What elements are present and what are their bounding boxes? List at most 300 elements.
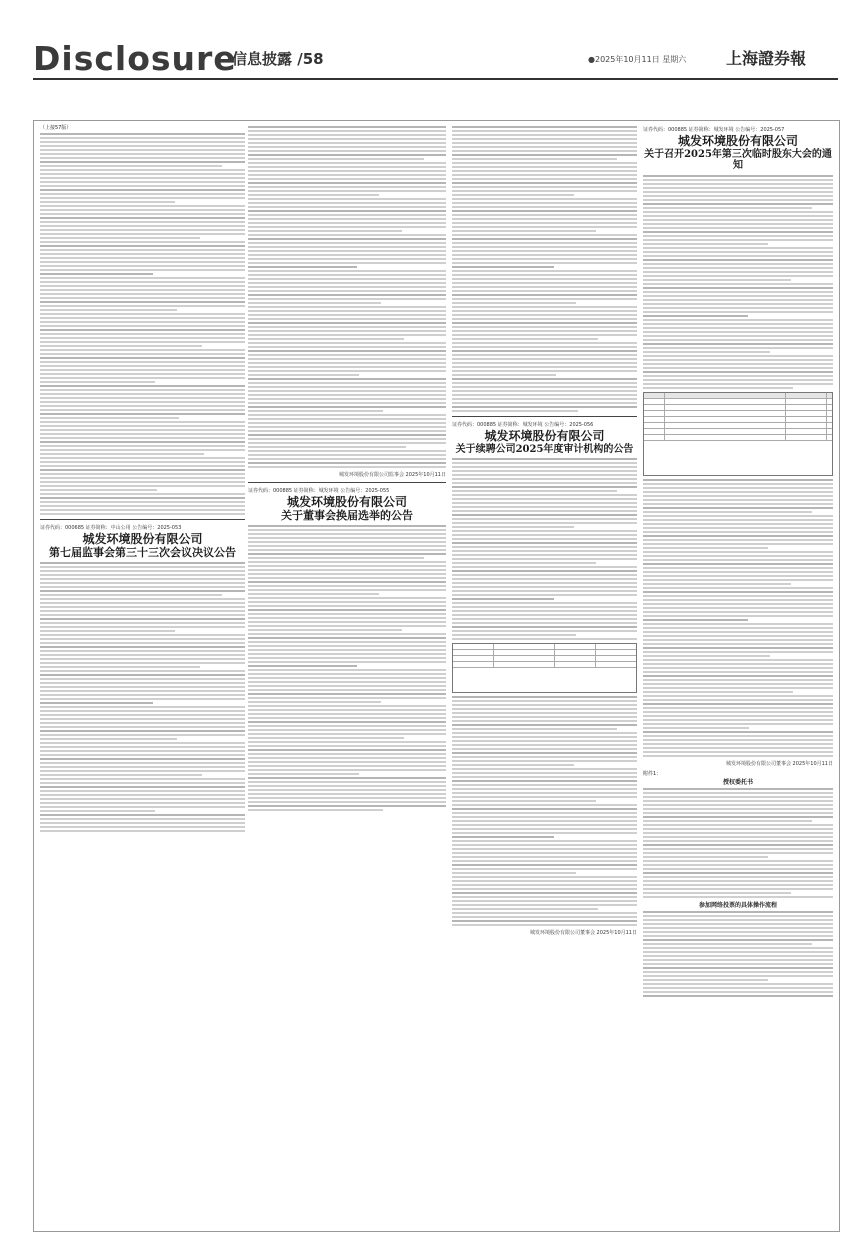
text-line bbox=[452, 748, 637, 750]
text-line bbox=[452, 924, 637, 926]
text-line bbox=[452, 594, 637, 596]
text-line bbox=[643, 339, 833, 341]
text-line bbox=[643, 703, 833, 705]
text-line bbox=[643, 623, 833, 625]
text-line bbox=[452, 386, 637, 388]
text-line bbox=[40, 285, 245, 287]
body-text-block bbox=[452, 696, 637, 926]
text-line bbox=[40, 465, 245, 467]
text-line bbox=[643, 864, 833, 866]
text-line bbox=[40, 754, 245, 756]
text-line bbox=[452, 892, 637, 894]
text-line bbox=[40, 405, 245, 407]
text-line bbox=[452, 362, 637, 364]
text-line bbox=[643, 235, 833, 237]
text-line bbox=[248, 605, 446, 607]
text-line bbox=[643, 639, 833, 641]
text-line bbox=[40, 666, 200, 668]
text-line bbox=[40, 630, 175, 632]
text-line bbox=[248, 138, 446, 140]
text-line bbox=[248, 182, 446, 184]
text-line bbox=[40, 706, 245, 708]
newspaper-brand: 上海證券報 bbox=[726, 49, 807, 68]
text-line bbox=[248, 753, 446, 755]
text-line bbox=[643, 359, 833, 361]
text-line bbox=[452, 270, 637, 272]
text-line bbox=[40, 493, 245, 495]
text-line bbox=[643, 812, 833, 814]
text-line bbox=[40, 734, 245, 736]
text-line bbox=[643, 647, 833, 649]
text-line bbox=[452, 848, 637, 850]
text-line bbox=[643, 679, 833, 681]
text-line bbox=[643, 796, 833, 798]
text-line bbox=[248, 158, 424, 160]
text-line bbox=[452, 410, 578, 412]
text-line bbox=[643, 527, 833, 529]
text-line bbox=[643, 603, 833, 605]
text-line bbox=[40, 642, 245, 644]
text-line bbox=[452, 696, 637, 698]
text-line bbox=[40, 441, 245, 443]
text-line bbox=[248, 238, 446, 240]
text-line bbox=[643, 915, 833, 917]
text-line bbox=[452, 900, 637, 902]
text-line bbox=[452, 566, 637, 568]
text-line bbox=[40, 674, 245, 676]
text-line bbox=[248, 685, 446, 687]
text-line bbox=[643, 495, 833, 497]
text-line bbox=[643, 667, 833, 669]
text-line bbox=[248, 270, 446, 272]
text-line bbox=[40, 261, 245, 263]
text-line bbox=[40, 594, 222, 596]
text-line bbox=[40, 209, 245, 211]
text-line bbox=[248, 581, 446, 583]
text-line bbox=[643, 531, 833, 533]
text-line bbox=[40, 513, 245, 515]
text-line bbox=[643, 923, 833, 925]
text-line bbox=[40, 365, 245, 367]
text-line bbox=[40, 489, 157, 491]
text-line bbox=[248, 689, 446, 691]
text-line bbox=[643, 187, 833, 189]
text-line bbox=[248, 338, 404, 340]
text-line bbox=[452, 888, 637, 890]
text-line bbox=[452, 162, 637, 164]
text-line bbox=[248, 533, 446, 535]
text-line bbox=[643, 595, 833, 597]
text-line bbox=[40, 145, 245, 147]
text-line bbox=[40, 389, 245, 391]
text-line bbox=[643, 983, 833, 985]
text-line bbox=[40, 205, 245, 207]
text-line bbox=[452, 792, 637, 794]
text-line bbox=[40, 654, 245, 656]
text-line bbox=[643, 387, 793, 389]
text-line bbox=[248, 789, 446, 791]
text-line bbox=[643, 731, 833, 733]
text-line bbox=[248, 206, 446, 208]
text-line bbox=[40, 738, 177, 740]
text-line bbox=[452, 394, 637, 396]
text-line bbox=[248, 426, 446, 428]
text-line bbox=[643, 191, 833, 193]
text-line bbox=[40, 353, 245, 355]
text-line bbox=[40, 485, 245, 487]
text-line bbox=[452, 538, 637, 540]
text-line bbox=[452, 282, 637, 284]
text-line bbox=[643, 695, 833, 697]
notice-signature: 城发环境股份有限公司董事会 2025年10月11日 bbox=[529, 930, 637, 937]
text-line bbox=[40, 369, 245, 371]
text-line bbox=[452, 302, 576, 304]
text-line bbox=[643, 643, 833, 645]
text-line bbox=[40, 710, 245, 712]
text-line bbox=[248, 745, 446, 747]
text-line bbox=[643, 183, 833, 185]
text-line bbox=[452, 498, 637, 500]
text-line bbox=[643, 491, 833, 493]
text-line bbox=[643, 303, 833, 305]
text-line bbox=[452, 286, 637, 288]
text-line bbox=[40, 774, 202, 776]
body-text-block bbox=[643, 479, 833, 757]
text-line bbox=[248, 258, 446, 260]
text-line bbox=[40, 373, 245, 375]
column-2 bbox=[248, 124, 446, 813]
text-line bbox=[452, 744, 637, 746]
text-line bbox=[643, 659, 833, 661]
text-line bbox=[40, 313, 245, 315]
text-line bbox=[248, 725, 446, 727]
text-line bbox=[248, 394, 446, 396]
text-line bbox=[40, 457, 245, 459]
text-line bbox=[452, 530, 637, 532]
text-line bbox=[248, 701, 381, 703]
text-line bbox=[643, 379, 833, 381]
text-line bbox=[248, 529, 446, 531]
text-line bbox=[452, 146, 637, 148]
text-line bbox=[452, 310, 637, 312]
text-line bbox=[452, 638, 637, 640]
text-line bbox=[643, 655, 770, 657]
text-line bbox=[248, 657, 446, 659]
text-line bbox=[643, 315, 748, 317]
text-line bbox=[643, 792, 833, 794]
text-line bbox=[248, 769, 446, 771]
text-line bbox=[248, 625, 446, 627]
text-line bbox=[643, 927, 833, 929]
text-line bbox=[248, 274, 446, 276]
text-line bbox=[643, 483, 833, 485]
text-line bbox=[40, 622, 245, 624]
text-line bbox=[40, 638, 245, 640]
text-line bbox=[452, 158, 617, 160]
text-line bbox=[452, 406, 637, 408]
text-line bbox=[643, 375, 833, 377]
text-line bbox=[452, 250, 637, 252]
continued-label: （上接57版） bbox=[40, 125, 72, 131]
text-line bbox=[643, 503, 833, 505]
text-line bbox=[643, 800, 833, 802]
text-line bbox=[643, 808, 833, 810]
text-line bbox=[452, 896, 637, 898]
text-line bbox=[248, 565, 446, 567]
text-line bbox=[248, 454, 446, 456]
text-line bbox=[248, 446, 406, 448]
text-line bbox=[452, 334, 637, 336]
text-line bbox=[248, 749, 446, 751]
text-line bbox=[643, 739, 833, 741]
body-text-block bbox=[248, 126, 446, 468]
text-line bbox=[248, 262, 446, 264]
text-line bbox=[643, 499, 833, 501]
text-line bbox=[452, 704, 637, 706]
text-line bbox=[248, 302, 381, 304]
text-line bbox=[452, 350, 637, 352]
text-line bbox=[248, 422, 446, 424]
text-line bbox=[452, 290, 637, 292]
text-line bbox=[452, 602, 637, 604]
text-line bbox=[248, 198, 446, 200]
text-line bbox=[643, 311, 833, 313]
text-line bbox=[452, 756, 637, 758]
text-line bbox=[248, 234, 446, 236]
text-line bbox=[452, 150, 637, 152]
text-line bbox=[248, 553, 446, 555]
text-line bbox=[40, 157, 245, 159]
text-line bbox=[643, 828, 833, 830]
text-line bbox=[40, 778, 245, 780]
text-line bbox=[248, 390, 446, 392]
text-line bbox=[248, 282, 446, 284]
text-line bbox=[643, 347, 833, 349]
text-line bbox=[40, 473, 245, 475]
text-line bbox=[643, 868, 833, 870]
text-line bbox=[248, 773, 359, 775]
text-line bbox=[643, 687, 833, 689]
text-line bbox=[248, 693, 446, 695]
text-line bbox=[248, 761, 446, 763]
text-line bbox=[452, 402, 637, 404]
text-line bbox=[248, 466, 446, 468]
text-line bbox=[452, 732, 637, 734]
text-line bbox=[40, 566, 245, 568]
appendix-title: 授权委托书 bbox=[722, 778, 753, 786]
text-line bbox=[643, 651, 833, 653]
section-title: Disclosure bbox=[33, 38, 237, 78]
text-line bbox=[248, 637, 446, 639]
text-line bbox=[248, 226, 446, 228]
text-line bbox=[248, 202, 446, 204]
text-line bbox=[40, 453, 204, 455]
text-line bbox=[643, 247, 833, 249]
text-line bbox=[643, 271, 833, 273]
text-line bbox=[40, 289, 245, 291]
text-line bbox=[452, 546, 637, 548]
text-line bbox=[40, 233, 245, 235]
notice-subtitle: 第七届监事会第三十三次会议决议公告 bbox=[49, 545, 236, 559]
text-line bbox=[452, 266, 554, 268]
text-line bbox=[643, 884, 833, 886]
text-line bbox=[248, 733, 446, 735]
text-line bbox=[40, 650, 245, 652]
text-line bbox=[452, 202, 637, 204]
text-line bbox=[452, 856, 637, 858]
text-line bbox=[643, 635, 833, 637]
dateline: ●2025年10月11日 星期六 bbox=[588, 55, 687, 64]
text-line bbox=[248, 649, 446, 651]
text-line bbox=[643, 207, 812, 209]
text-line bbox=[40, 449, 245, 451]
text-line bbox=[643, 579, 833, 581]
text-line bbox=[643, 367, 833, 369]
text-line bbox=[643, 547, 768, 549]
text-line bbox=[40, 161, 245, 163]
text-line bbox=[40, 582, 245, 584]
text-line bbox=[40, 445, 245, 447]
text-line bbox=[248, 318, 446, 320]
text-line bbox=[643, 479, 833, 481]
notice-title: 城发环境股份有限公司 bbox=[286, 495, 407, 509]
text-line bbox=[452, 598, 554, 600]
text-line bbox=[643, 383, 833, 385]
text-line bbox=[40, 181, 245, 183]
text-line bbox=[248, 609, 446, 611]
text-line bbox=[452, 852, 637, 854]
text-line bbox=[452, 382, 637, 384]
text-line bbox=[452, 458, 637, 460]
text-line bbox=[40, 766, 245, 768]
text-line bbox=[248, 541, 446, 543]
text-line bbox=[643, 755, 833, 757]
text-line bbox=[248, 677, 446, 679]
text-line bbox=[452, 884, 637, 886]
text-line bbox=[248, 805, 446, 807]
text-line bbox=[40, 301, 245, 303]
text-line bbox=[643, 711, 833, 713]
text-line bbox=[40, 481, 245, 483]
notice-signature: 城发环境股份有限公司董事会 2025年10月11日 bbox=[725, 760, 833, 767]
text-line bbox=[643, 175, 833, 177]
text-line bbox=[40, 678, 245, 680]
text-line bbox=[452, 558, 637, 560]
text-line bbox=[452, 562, 596, 564]
text-line bbox=[452, 740, 637, 742]
text-line bbox=[452, 494, 637, 496]
text-line bbox=[452, 626, 637, 628]
text-line bbox=[452, 716, 637, 718]
text-line bbox=[452, 574, 637, 576]
column-1 bbox=[40, 124, 245, 834]
text-line bbox=[40, 670, 245, 672]
text-line bbox=[452, 772, 637, 774]
text-line bbox=[248, 330, 446, 332]
text-line bbox=[40, 269, 245, 271]
text-line bbox=[643, 824, 833, 826]
text-line bbox=[643, 243, 768, 245]
text-line bbox=[40, 309, 177, 311]
text-line bbox=[452, 784, 637, 786]
text-line bbox=[248, 629, 402, 631]
text-line bbox=[40, 694, 245, 696]
text-line bbox=[452, 634, 576, 636]
text-line bbox=[40, 149, 245, 151]
text-line bbox=[40, 241, 245, 243]
text-line bbox=[452, 258, 637, 260]
text-line bbox=[40, 722, 245, 724]
text-line bbox=[643, 611, 833, 613]
text-line bbox=[643, 816, 833, 818]
text-line bbox=[643, 804, 833, 806]
text-line bbox=[452, 322, 637, 324]
text-line bbox=[643, 844, 833, 846]
text-line bbox=[452, 916, 637, 918]
text-line bbox=[248, 250, 446, 252]
text-line bbox=[40, 610, 245, 612]
text-line bbox=[643, 355, 833, 357]
text-line bbox=[643, 307, 833, 309]
text-line bbox=[40, 133, 245, 135]
text-line bbox=[452, 518, 637, 520]
text-line bbox=[643, 715, 833, 717]
text-line bbox=[452, 186, 637, 188]
text-line bbox=[248, 665, 357, 667]
text-line bbox=[643, 507, 833, 509]
text-line bbox=[452, 708, 637, 710]
text-line bbox=[248, 661, 446, 663]
text-line bbox=[248, 781, 446, 783]
text-line bbox=[248, 310, 446, 312]
text-line bbox=[452, 174, 637, 176]
text-line bbox=[40, 337, 245, 339]
text-line bbox=[248, 402, 446, 404]
body-text-block bbox=[40, 133, 245, 515]
text-line bbox=[452, 318, 637, 320]
text-line bbox=[40, 349, 245, 351]
text-line bbox=[643, 343, 833, 345]
text-line bbox=[248, 438, 446, 440]
text-line bbox=[643, 327, 833, 329]
text-line bbox=[248, 737, 404, 739]
text-line bbox=[452, 326, 637, 328]
text-line bbox=[248, 585, 446, 587]
text-line bbox=[248, 230, 402, 232]
text-line bbox=[452, 590, 637, 592]
text-line bbox=[248, 374, 359, 376]
text-line bbox=[452, 342, 637, 344]
text-line bbox=[643, 896, 833, 898]
text-line bbox=[452, 728, 617, 730]
text-line bbox=[643, 291, 833, 293]
text-line bbox=[40, 185, 245, 187]
text-line bbox=[452, 226, 637, 228]
text-line bbox=[248, 170, 446, 172]
text-line bbox=[40, 509, 245, 511]
text-line bbox=[248, 557, 424, 559]
notice-code-line: 证券代码：000885 证券简称：城发环境 公告编号：2025-056 bbox=[452, 422, 594, 428]
text-line bbox=[452, 166, 637, 168]
text-line bbox=[452, 864, 637, 866]
text-line bbox=[248, 154, 446, 156]
text-line bbox=[643, 523, 833, 525]
text-line bbox=[643, 279, 791, 281]
text-line bbox=[248, 398, 446, 400]
text-line bbox=[40, 658, 245, 660]
text-line bbox=[248, 617, 446, 619]
text-line bbox=[643, 223, 833, 225]
